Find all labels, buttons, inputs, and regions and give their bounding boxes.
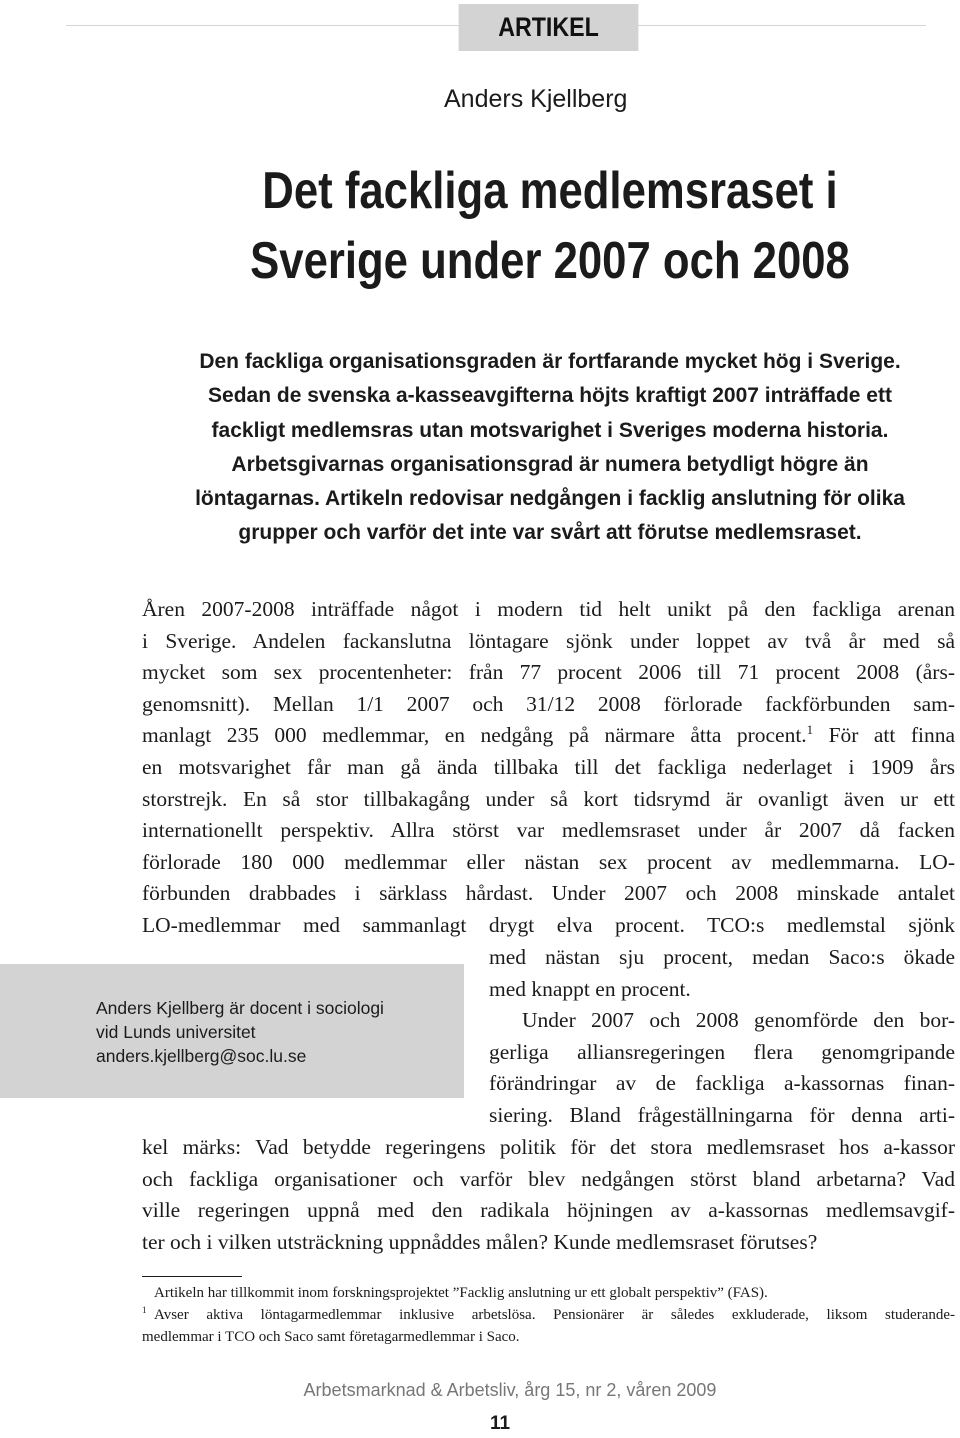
body-line: med knappt en procent. bbox=[489, 976, 691, 1001]
body-line: en motsvarighet får man gå ända tillbaka till det fackliga nederlaget i 1909 års bbox=[142, 754, 955, 779]
body-line: och fackliga organisationer och varför blev nedgången störst bland arbetarna? Vad bbox=[142, 1166, 955, 1191]
body-line: mycket som sex procentenheter: från 77 procent 2006 till 71 procent 2008 (års- bbox=[142, 660, 955, 685]
bio-line: Anders Kjellberg är docent i sociologi bbox=[96, 998, 384, 1018]
body-line: Åren 2007-2008 inträffade något i modern tid helt unikt på den fackliga arenan bbox=[142, 597, 955, 621]
footnote-1: $^1$ Avser aktiva löntagarmedlemmar inklusive arbetslösa. Pensionärer är således exkluderade, liksom studerande- bbox=[142, 1305, 955, 1323]
lede-line: grupper och varför det inte var svårt att förutse medlemsraset. bbox=[238, 521, 862, 545]
bio-line: vid Lunds universitet bbox=[96, 1022, 256, 1042]
footnote-project: Artikeln har tillkommit inom forskningsprojektet ”Facklig anslutning ur ett globalt perspektiv” (FAS). bbox=[154, 1285, 768, 1301]
body-line: gerliga alliansregeringen flera genomgripande bbox=[489, 1039, 955, 1064]
journal-citation: Arbetsmarknad & Arbetsliv, årg 15, nr 2, våren 2009 bbox=[303, 1380, 717, 1400]
footnote-text: medlemmar i TCO och Saco samt företagarmedlemmar i Saco. bbox=[142, 1329, 520, 1345]
lede-line: Den fackliga organisationsgraden är fortfarande mycket hög i Sverige. bbox=[199, 350, 901, 373]
lede-line: Arbetsgivarnas organisationsgrad är numera betydligt högre än bbox=[231, 452, 869, 476]
article-body-wrap bbox=[489, 942, 955, 1132]
body-line: med nästan sju procent, medan Saco:s ökade bbox=[489, 945, 955, 969]
body-line: förlorade 180 000 medlemmar eller nästan sex procent av medlemmarna. LO- bbox=[142, 849, 955, 874]
body-line: förbunden drabbades i särklass hårdast. Under 2007 och 2008 minskade antalet bbox=[142, 881, 955, 906]
body-line: ville regeringen uppnå med den radikala höjningen av a-kassornas medlemsavgif- bbox=[142, 1198, 955, 1223]
body-line-with-footnote bbox=[142, 720, 955, 752]
footnote-divider bbox=[142, 1276, 242, 1277]
title-line: Sverige under 2007 och 2008 bbox=[250, 232, 850, 290]
lede-line: Sedan de svenska a-kasseavgifterna höjts kraftigt 2007 inträffade ett bbox=[208, 384, 892, 408]
article-body-bottom bbox=[142, 1132, 955, 1258]
lede-line: fackligt medlemsras utan motsvarighet i Sveriges moderna historia. bbox=[211, 418, 889, 442]
body-line: siering. Bland frågeställningarna för denna arti- bbox=[489, 1102, 955, 1127]
author-name: Anders Kjellberg bbox=[444, 85, 628, 113]
body-line: LO-medlemmar med sammanlagt drygt elva procent. TCO:s medlemstal sjönk bbox=[142, 912, 955, 937]
title-line: Det fackliga medlemsraset i bbox=[262, 162, 838, 220]
body-line: ter och i vilken utsträckning uppnåddes målen? Kunde medlemsraset förutses? bbox=[142, 1229, 818, 1254]
body-text: manlagt 235 000 medlemmar, en nedgång på närmare åtta procent. bbox=[142, 723, 807, 748]
article-title bbox=[239, 156, 861, 296]
body-line: storstrejk. En så stor tillbakagång under så kort tidsrymd är ovanligt även ur ett bbox=[142, 786, 955, 811]
body-text: För att finna bbox=[813, 723, 955, 748]
footnote-text: Avser aktiva löntagarmedlemmar inklusive arbetslösa. Pensionärer är således exkluderade, liksom studerande- bbox=[154, 1307, 955, 1323]
section-label: ARTIKEL bbox=[459, 4, 639, 51]
article-lede bbox=[150, 345, 950, 551]
body-line: internationellt perspektiv. Allra störst var medlemsraset under år 2007 då facken bbox=[142, 818, 955, 843]
body-line: kel märks: Vad betydde regeringens politik för det stora medlemsraset hos a-kassor bbox=[142, 1135, 955, 1159]
page-number: 11 bbox=[489, 1413, 511, 1434]
author-email[interactable]: anders.kjellberg@soc.lu.se bbox=[96, 1046, 307, 1066]
footnotes bbox=[142, 1282, 955, 1348]
body-line: genomsnitt). Mellan 1/1 2007 och 31/12 2008 förlorade fackförbunden sam- bbox=[142, 691, 955, 716]
body-line-indent: Under 2007 och 2008 genomförde den bor- bbox=[522, 1008, 955, 1033]
lede-line: löntagarnas. Artikeln redovisar nedgången i facklig anslutning för olika bbox=[195, 487, 905, 511]
author-bio bbox=[96, 996, 456, 1068]
body-line: i Sverige. Andelen fackanslutna löntagare sjönk under loppet av två år med så bbox=[142, 628, 955, 653]
footnote-ref: 1 bbox=[806, 723, 814, 738]
article-body-top bbox=[142, 594, 955, 942]
body-line: förändringar av de fackliga a-kassornas finan- bbox=[489, 1071, 955, 1096]
